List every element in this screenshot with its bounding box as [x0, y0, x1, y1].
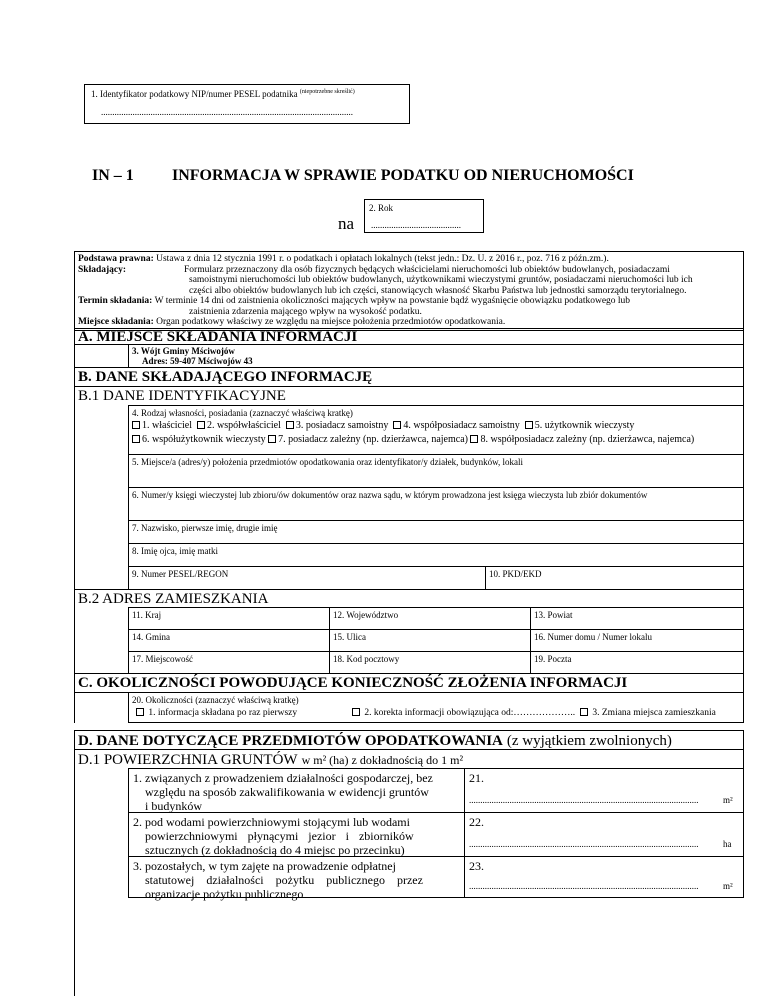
- circumstance-option-1[interactable]: 1. informacja składana po raz pierwszy: [136, 708, 297, 718]
- checkbox-icon[interactable]: [352, 708, 360, 716]
- filer-label: Składający:: [78, 264, 127, 275]
- field-20-box: [128, 692, 744, 723]
- checkbox-icon[interactable]: [136, 708, 144, 716]
- year-box: [364, 199, 484, 233]
- field-4-row-1: [132, 420, 740, 431]
- circumstance-option-2[interactable]: 2. korekta informacji obowiązująca od:………………..: [352, 708, 575, 718]
- section-c-margin: [74, 692, 129, 723]
- legal-box: [74, 251, 744, 331]
- deadline-label: Termin składania:: [78, 296, 153, 306]
- checkbox-icon[interactable]: [580, 708, 588, 716]
- d1-row-3-value[interactable]: 23. ...................................................................................................... m²: [464, 856, 744, 898]
- year-label: 2. Rok: [369, 203, 394, 213]
- place-label: Miejsce składania:: [78, 317, 154, 327]
- checkbox-icon[interactable]: [470, 435, 478, 443]
- field-17-box[interactable]: 17. Miejscowość: [128, 651, 330, 674]
- field-8-box[interactable]: 8. Imię ojca, imię matki: [128, 543, 744, 567]
- d1-row-2-desc: 2. pod wodami powierzchniowymi stojącymi lub wodami powierzchniowymi płynącymi jezior i zbiorników sztucznych (z dokładnością do 4 miejsc po przecinku): [128, 812, 465, 857]
- field-6-box[interactable]: 6. Numer/y księgi wieczystej lub zbioru/ów dokumentów oraz nazwa sądu, w którym prowadzona jest księga wieczysta lub zbiór dokumentów: [128, 487, 744, 521]
- field-5-box[interactable]: 5. Miejsce/a (adres/y) położenia przedmiotów opodatkowania oraz identyfikator/y działek, budynków, lokali: [128, 454, 744, 488]
- office-name: 3. Wójt Gminy Mściwojów: [132, 346, 235, 356]
- field-15-box[interactable]: 15. Ulica: [329, 629, 531, 652]
- ownership-option-5[interactable]: 5. użytkownik wieczysty: [525, 420, 635, 431]
- field-11-box[interactable]: 11. Kraj: [128, 607, 330, 630]
- field-16-box[interactable]: 16. Numer domu / Numer lokalu: [530, 629, 744, 652]
- field-20-label: 20. Okoliczności (zaznaczyć właściwą kratkę): [132, 695, 299, 705]
- deadline-text-1: W terminie 14 dni od zaistnienia okoliczności mających wpływ na powstanie bądź wygaśnięcie obowiązku podatkowego lub: [154, 296, 631, 306]
- field-7-box[interactable]: 7. Nazwisko, pierwsze imię, drugie imię: [128, 520, 744, 544]
- field-4-box: [128, 405, 744, 455]
- section-d-title-box: [74, 730, 744, 750]
- filer-text-1: Formularz przeznaczony dla osób fizycznych będących właścicielami nieruchomości lub obiektów budowlanych, posiadaczami: [184, 264, 670, 275]
- section-a-title: A. MIEJSCE SKŁADANIA INFORMACJI: [74, 328, 744, 345]
- identifier-box: [84, 84, 410, 124]
- field-12-box[interactable]: 12. Województwo: [329, 607, 531, 630]
- checkbox-icon[interactable]: [525, 421, 533, 429]
- identifier-label: 1. Identyfikator podatkowy NIP/numer PESEL podatnika: [91, 89, 298, 99]
- place-text: Organ podatkowy właściwy ze względu na miejsce położenia przedmiotów opodatkowania.: [156, 317, 506, 327]
- field-18-box[interactable]: 18. Kod pocztowy: [329, 651, 531, 674]
- checkbox-icon[interactable]: [132, 421, 140, 429]
- identifier-input[interactable]: ................................................................................................................: [101, 107, 353, 117]
- basis-label: Podstawa prawna:: [78, 254, 154, 264]
- ownership-option-2[interactable]: 2. współwłaściciel: [197, 420, 281, 431]
- office-address: Adres: 59-407 Mściwojów 43: [142, 356, 253, 366]
- section-b-title: B. DANE SKŁADAJĄCEGO INFORMACJĘ: [74, 367, 744, 387]
- section-d-title: D. DANE DOTYCZĄCE PRZEDMIOTÓW OPODATKOWANIA: [78, 733, 503, 749]
- deadline-text-2: zaistnienia zdarzenia mającego wpływ na wysokość podatku.: [189, 306, 422, 317]
- circumstance-option-3[interactable]: 3. Zmiana miejsca zamieszkania: [580, 708, 716, 718]
- checkbox-icon[interactable]: [197, 421, 205, 429]
- section-a-box: [128, 344, 744, 368]
- section-b2-title: B.2 ADRES ZAMIESZKANIA: [74, 589, 744, 608]
- ownership-option-7[interactable]: 7. posiadacz zależny (np. dzierżawca, najemca): [268, 434, 468, 445]
- year-input[interactable]: ........................................: [371, 220, 461, 230]
- form-title: INFORMACJA W SPRAWIE PODATKU OD NIERUCHOMOŚCI: [172, 167, 634, 184]
- filer-text-2: samoistnymi nieruchomości lub obiektów budowlanych, użytkownikami wieczystymi gruntów, posiadaczami nieruchomości lub ich: [189, 275, 693, 285]
- checkbox-icon[interactable]: [268, 435, 276, 443]
- ownership-option-1[interactable]: 1. właściciel: [132, 420, 192, 431]
- year-prefix: na: [338, 214, 355, 233]
- d1-row-3-desc: 3. pozostałych, w tym zajęte na prowadzenie odpłatnej statutowej działalności pożytku publicznego przez organizacje pożytku publicznego: [128, 856, 465, 898]
- field-4-label: 4. Rodzaj własności, posiadania (zaznaczyć właściwą kratkę): [132, 408, 353, 418]
- filer-text-3: części albo obiektów budowlanych lub ich części, stanowiących własność Skarbu Państwa lub jednostki samorządu terytorialnego.: [189, 285, 687, 296]
- checkbox-icon[interactable]: [393, 421, 401, 429]
- field-14-box[interactable]: 14. Gmina: [128, 629, 330, 652]
- d1-row-2-value[interactable]: 22. ...................................................................................................... ha: [464, 812, 744, 857]
- section-c-title: C. OKOLICZNOŚCI POWODUJĄCE KONIECZNOŚĆ ZŁOŻENIA INFORMACJI: [74, 673, 744, 693]
- field-13-box[interactable]: 13. Powiat: [530, 607, 744, 630]
- identifier-note: (niepotrzebne skreślić): [299, 89, 355, 95]
- d1-row-1-value[interactable]: 21. ...................................................................................................... m²: [464, 768, 744, 813]
- d1-row-1-desc: 1. związanych z prowadzeniem działalności gospodarczej, bez względu na sposób zakwalifikowania w ewidencji gruntów i budynków: [128, 768, 465, 813]
- section-d-margin: [74, 768, 129, 996]
- section-d1-title-box: [74, 749, 744, 769]
- section-d-note: (z wyjątkiem zwolnionych): [506, 733, 672, 749]
- form-code: IN – 1: [92, 167, 134, 184]
- ownership-option-8[interactable]: 8. współposiadacz zależny (np. dzierżawca, najemca): [470, 434, 694, 445]
- section-d1-title: D.1 POWIERZCHNIA GRUNTÓW: [78, 752, 298, 768]
- checkbox-icon[interactable]: [286, 421, 294, 429]
- field-19-box[interactable]: 19. Poczta: [530, 651, 744, 674]
- ownership-option-6[interactable]: 6. współużytkownik wieczysty: [132, 434, 266, 445]
- field-10-box[interactable]: 10. PKD/EKD: [485, 566, 744, 590]
- field-9-box[interactable]: 9. Numer PESEL/REGON: [128, 566, 486, 590]
- section-b1-title: B.1 DANE IDENTYFIKACYJNE: [74, 386, 744, 406]
- section-b2-margin: [74, 607, 129, 674]
- ownership-option-4[interactable]: 4. współposiadacz samoistny: [393, 420, 519, 431]
- section-d1-note: w m² (ha) z dokładnością do 1 m²: [301, 753, 464, 767]
- field-4-row-2: [132, 434, 740, 445]
- basis-text: Ustawa z dnia 12 stycznia 1991 r. o podatkach i opłatach lokalnych (tekst jedn.: Dz. U. z 2016 r., poz. 716 z późn.zm.).: [156, 254, 609, 264]
- section-b1-margin: [74, 405, 129, 590]
- checkbox-icon[interactable]: [132, 435, 140, 443]
- ownership-option-3[interactable]: 3. posiadacz samoistny: [286, 420, 388, 431]
